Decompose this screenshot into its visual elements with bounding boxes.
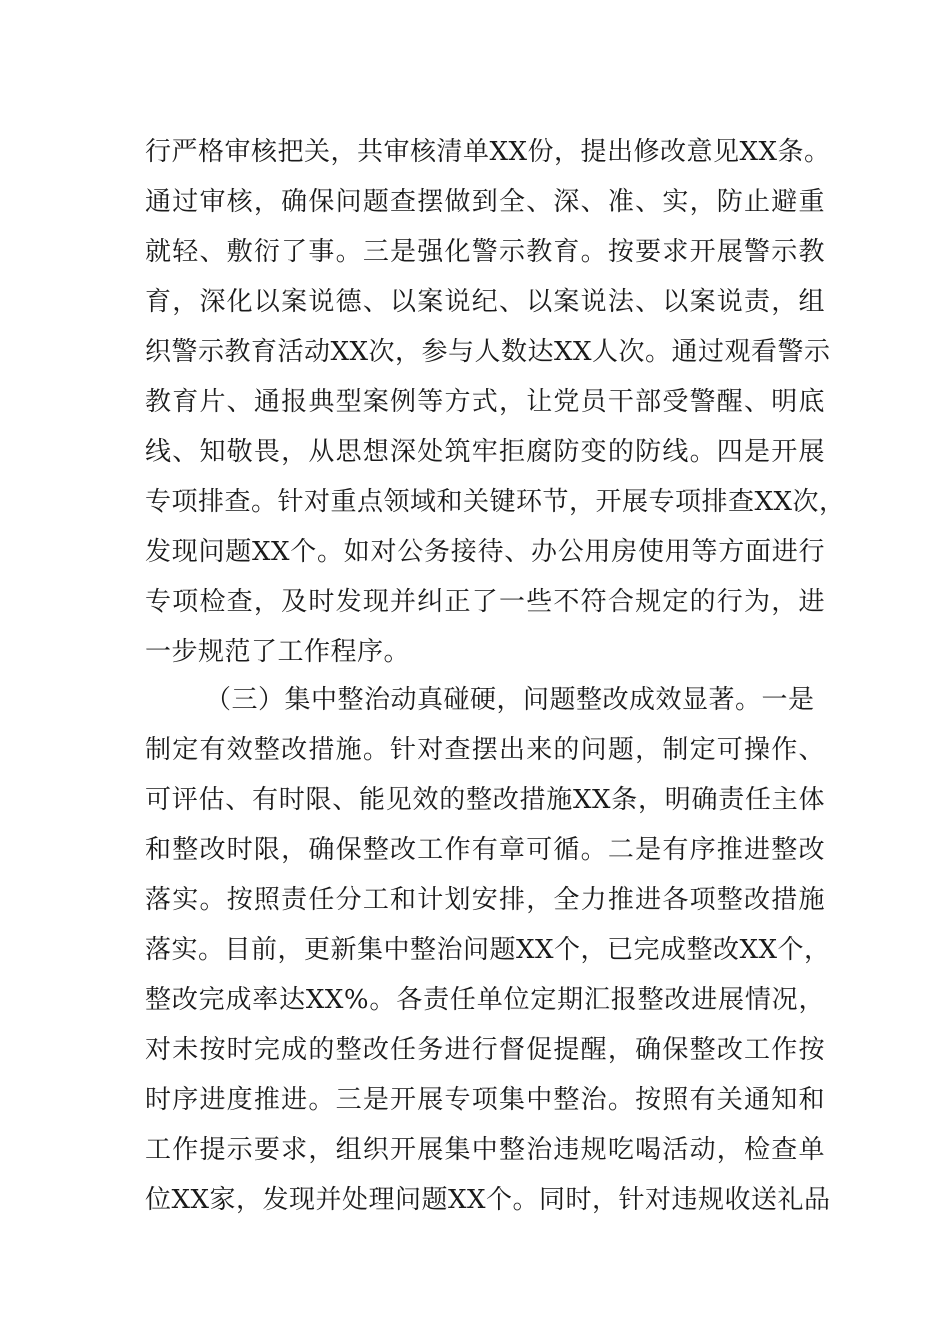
paragraph-line-1: 行严格审核把关，共审核清单XX份，提出修改意见XX条。: [145, 137, 831, 167]
paragraph-line-7: 线、知敬畏，从思想深处筑牢拒腐防变的防线。四是开展: [145, 437, 825, 467]
paragraph-line-18: 整改完成率达XX%。各责任单位定期汇报整改进展情况，: [145, 985, 825, 1015]
paragraph-line-13: 制定有效整改措施。针对查摆出来的问题，制定可操作、: [145, 735, 825, 765]
paragraph-line-19: 对未按时完成的整改任务进行督促提醒，确保整改工作按: [145, 1035, 825, 1065]
paragraph-line-6: 教育片、通报典型案例等方式，让党员干部受警醒、明底: [145, 387, 825, 417]
paragraph-line-14: 可评估、有时限、能见效的整改措施XX条，明确责任主体: [145, 785, 825, 815]
paragraph-line-15: 和整改时限，确保整改工作有章可循。二是有序推进整改: [145, 835, 825, 865]
paragraph-line-20: 时序进度推进。三是开展专项集中整治。按照有关通知和: [145, 1085, 825, 1115]
paragraph-line-4: 育，深化以案说德、以案说纪、以案说法、以案说责，组: [145, 287, 825, 317]
paragraph-line-2: 通过审核，确保问题查摆做到全、深、准、实，防止避重: [145, 187, 825, 217]
paragraph-line-9: 发现问题XX个。如对公务接待、办公用房使用等方面进行: [145, 537, 825, 567]
paragraph-line-10: 专项检查，及时发现并纠正了一些不符合规定的行为，进: [145, 587, 825, 617]
section-heading-line: （三）集中整治动真碰硬，问题整改成效显著。一是: [205, 685, 815, 715]
paragraph-line-11: 一步规范了工作程序。: [145, 637, 411, 667]
paragraph-line-3: 就轻、敷衍了事。三是强化警示教育。按要求开展警示教: [145, 237, 825, 267]
paragraph-line-21: 工作提示要求，组织开展集中整治违规吃喝活动，检查单: [145, 1135, 825, 1165]
paragraph-line-16: 落实。按照责任分工和计划安排，全力推进各项整改措施: [145, 885, 825, 915]
paragraph-line-8: 专项排查。针对重点领域和关键环节，开展专项排查XX次，: [145, 487, 846, 517]
paragraph-line-17: 落实。目前，更新集中整治问题XX个，已完成整改XX个，: [145, 935, 831, 965]
paragraph-line-22: 位XX家，发现并处理问题XX个。同时，针对违规收送礼品: [145, 1185, 831, 1215]
paragraph-line-5: 织警示教育活动XX次，参与人数达XX人次。通过观看警示: [145, 337, 831, 367]
